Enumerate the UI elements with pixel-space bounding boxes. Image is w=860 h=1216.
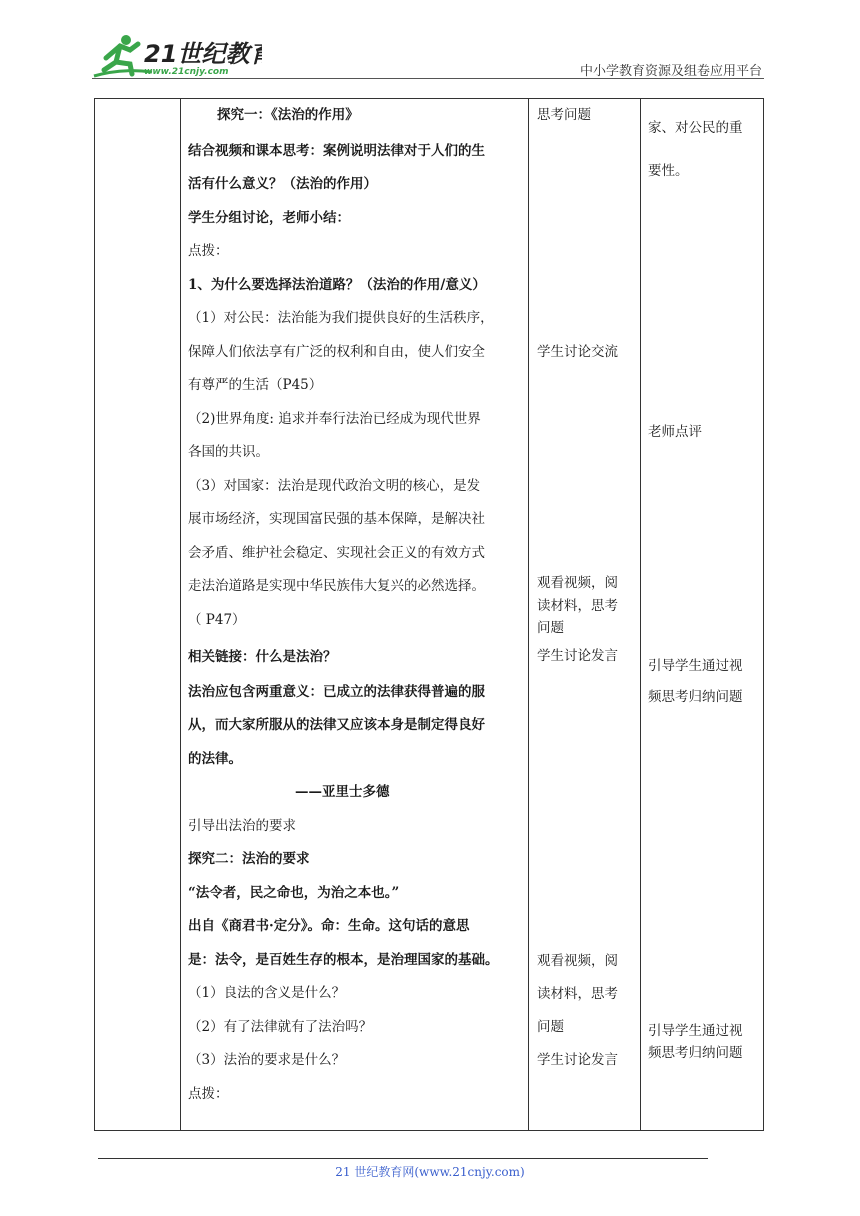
inquiry-one-heading: 探究一：《法治的作用》: [217, 107, 359, 123]
content-line: 学生分组讨论，老师小结：: [188, 210, 350, 226]
content-line: 引导出法治的要求: [188, 818, 296, 834]
quote-attribution: ——亚里士多德: [295, 784, 390, 800]
content-line: 活有什么意义？（法治的作用）: [188, 176, 377, 192]
column-divider: [640, 99, 641, 1130]
content-line: 走法治道路是实现中华民族伟大复兴的必然选择。: [188, 578, 485, 594]
content-line: 出自《商君书·定分》。命：生命。这句话的意思: [188, 918, 470, 934]
content-line: 点拨：: [188, 1086, 229, 1102]
content-line: 的法律。: [188, 751, 242, 767]
student-activity: 学生讨论发言: [537, 648, 618, 664]
content-line: （2)世界角度: 追求并奉行法治已经成为现代世界: [188, 411, 481, 427]
content-line: 点拨：: [188, 243, 229, 259]
student-activity: 问题: [537, 1019, 564, 1035]
site-logo: [92, 32, 262, 80]
design-intent: 频思考归纳问题: [648, 689, 743, 705]
student-activity: 学生讨论交流: [537, 344, 618, 360]
footer-link[interactable]: 21 世纪教育网(www.21cnjy.com): [335, 1165, 525, 1179]
content-line: 保障人们依法享有广泛的权利和自由，使人们安全: [188, 344, 485, 360]
content-line: 是：法令，是百姓生存的根本，是治理国家的基础。: [188, 952, 499, 968]
student-activity: 读材料，思考: [537, 986, 618, 1002]
student-activity: 观看视频，阅: [537, 575, 618, 591]
design-intent: 家、对公民的重: [648, 120, 743, 136]
design-intent: 引导学生通过视: [648, 1023, 743, 1039]
content-line: （3）对国家：法治是现代政治文明的核心，是发: [188, 478, 481, 494]
content-line: 各国的共识。: [188, 444, 269, 460]
content-line: （3）法治的要求是什么？: [188, 1052, 346, 1068]
content-line: （2）有了法律就有了法治吗？: [188, 1019, 373, 1035]
student-activity: 问题: [537, 620, 564, 636]
content-line: 相关链接：什么是法治？: [188, 649, 337, 665]
svg-text:21世纪教育: 21世纪教育: [144, 40, 262, 68]
student-activity: 观看视频，阅: [537, 953, 618, 969]
inquiry-two-heading: 探究二：法治的要求: [188, 851, 310, 867]
content-line: 有尊严的生活（P45）: [188, 377, 323, 393]
content-line: （1）对公民：法治能为我们提供良好的生活秩序，: [188, 310, 494, 326]
content-line: 结合视频和课本思考：案例说明法律对于人们的生: [188, 143, 485, 159]
student-activity: 读材料，思考: [537, 598, 618, 614]
content-line: 展市场经济，实现国富民强的基本保障，是解决社: [188, 511, 485, 527]
design-intent: 引导学生通过视: [648, 658, 743, 674]
runner-logo-icon: [92, 32, 262, 80]
content-line: 从，而大家所服从的法律又应该本身是制定得良好: [188, 717, 485, 733]
content-line: （ P47）: [188, 612, 246, 628]
design-intent: 老师点评: [648, 424, 702, 440]
design-intent: 要性。: [648, 163, 689, 179]
student-activity: 学生讨论发言: [537, 1052, 618, 1068]
platform-title: 中小学教育资源及组卷应用平台: [579, 64, 762, 79]
content-line: （1）良法的含义是什么？: [188, 985, 346, 1001]
student-activity: 思考问题: [537, 107, 591, 123]
content-line: “法令者，民之命也，为治之本也。”: [188, 885, 400, 901]
content-line: 法治应包含两重意义：已成立的法律获得普遍的服: [188, 684, 485, 700]
svg-text:www.21cnjy.com: www.21cnjy.com: [144, 67, 229, 77]
column-divider: [528, 99, 529, 1130]
content-line: 会矛盾、维护社会稳定、实现社会正义的有效方式: [188, 545, 485, 561]
footer-divider: [98, 1158, 708, 1159]
header-divider: [92, 78, 764, 79]
design-intent: 频思考归纳问题: [648, 1045, 743, 1061]
content-line: 1、为什么要选择法治道路？（法治的作用/意义）: [188, 277, 486, 293]
column-divider: [180, 99, 181, 1130]
